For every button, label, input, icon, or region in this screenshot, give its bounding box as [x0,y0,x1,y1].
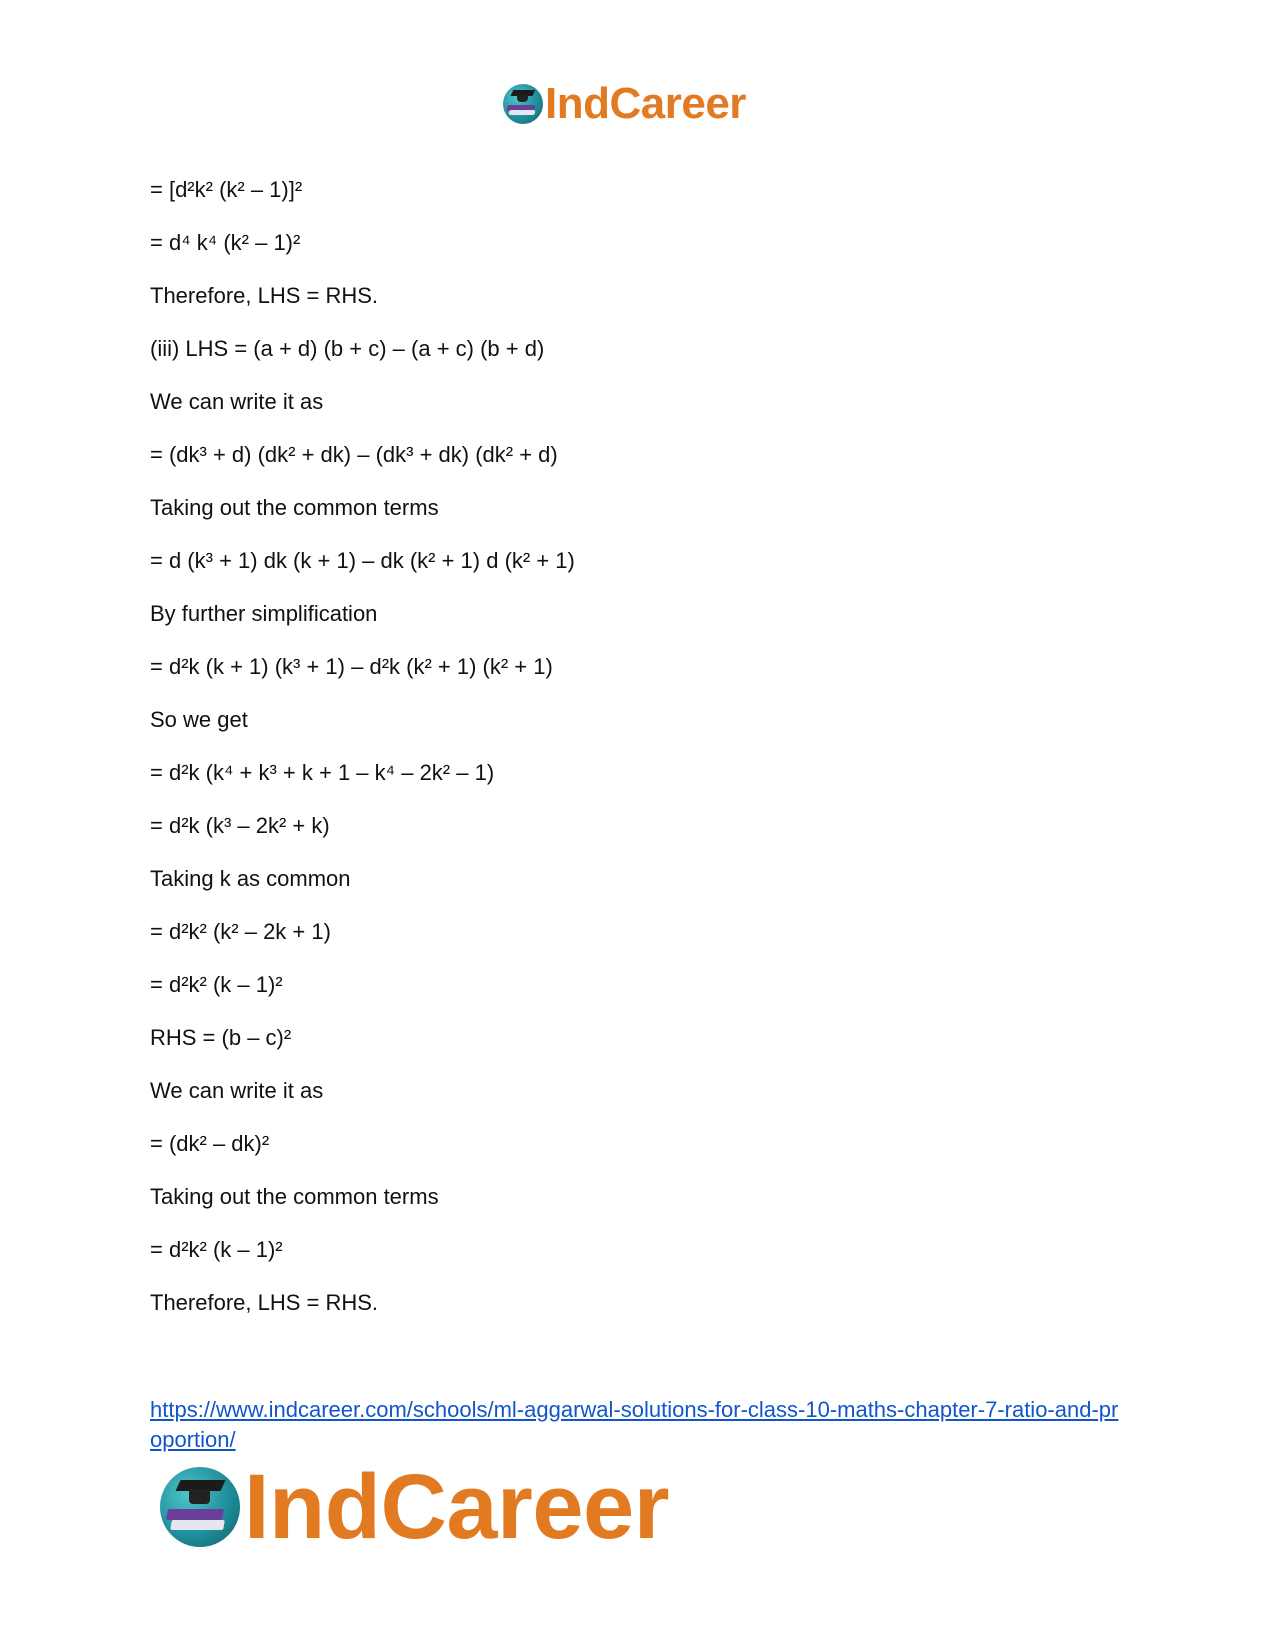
text-line: (iii) LHS = (a + d) (b + c) – (a + c) (b + d) [150,336,545,361]
equation-line: = (dk² – dk)² [150,1131,270,1156]
text-line: Therefore, LHS = RHS. [150,1290,379,1315]
source-link[interactable]: https://www.indcareer.com/schools/ml-aggarwal-solutions-for-class-10-maths-chapter-7-ratio-and-proportion/ [150,1397,1119,1452]
equation-line: = d²k (k³ – 2k² + k) [150,813,330,838]
header-logo [503,80,746,128]
equation-line: = d²k (k⁴ + k³ + k + 1 – k⁴ – 2k² – 1) [150,760,495,785]
text-line: Taking k as common [150,866,351,891]
text-line: By further simplification [150,601,378,626]
equation-line: = d²k² (k – 1)² [150,972,283,997]
text-line: Taking out the common terms [150,1184,439,1209]
equation-line: = d (k³ + 1) dk (k + 1) – dk (k² + 1) d (k² + 1) [150,548,575,573]
equation-line: = d⁴ k⁴ (k² – 1)² [150,230,301,255]
equation-line: = (dk³ + d) (dk² + dk) – (dk³ + dk) (dk² + d) [150,442,558,467]
equation-line: = d²k² (k – 1)² [150,1237,283,1262]
text-line: Therefore, LHS = RHS. [150,283,379,308]
equation-line: = d²k² (k² – 2k + 1) [150,919,331,944]
graduation-cap-books-icon [160,1467,240,1547]
equation-line: RHS = (b – c)² [150,1025,292,1050]
text-line: We can write it as [150,389,324,414]
equation-line: = [d²k² (k² – 1)]² [150,177,303,202]
graduation-cap-books-icon [503,84,543,124]
header-logo-text: IndCareer [545,79,746,128]
text-line: We can write it as [150,1078,324,1103]
text-line: So we get [150,707,248,732]
footer-logo [160,1456,669,1558]
equation-line: = d²k (k + 1) (k³ + 1) – d²k (k² + 1) (k² + 1) [150,654,553,679]
text-line: Taking out the common terms [150,495,439,520]
footer-logo-text: IndCareer [244,1456,669,1558]
